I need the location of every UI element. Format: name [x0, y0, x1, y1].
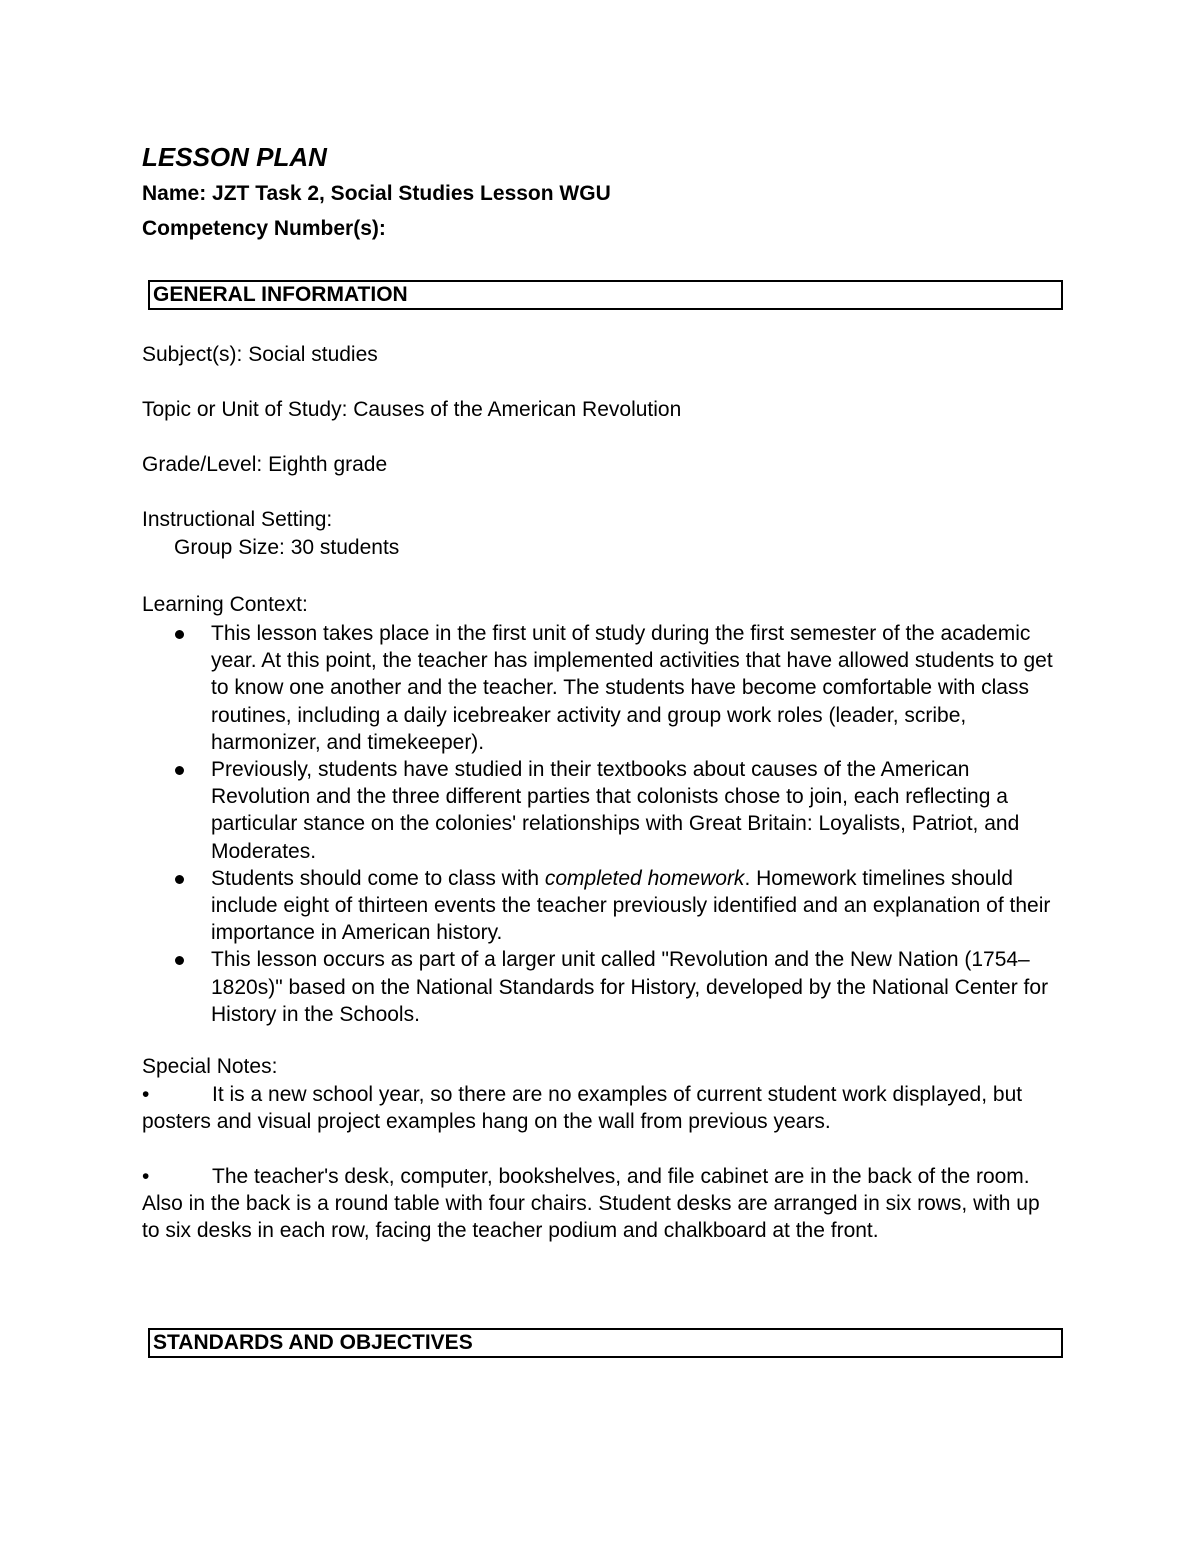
list-item [142, 620, 1062, 756]
emphasis-text: completed homework [544, 866, 745, 890]
document-title: LESSON PLAN [142, 142, 327, 172]
group-size-field: Group Size: 30 students [174, 536, 400, 559]
list-item [142, 865, 1062, 947]
special-note-2 [142, 1163, 1062, 1245]
learning-context-label: Learning Context: [142, 593, 308, 616]
list-item [142, 756, 1062, 865]
bullet-icon [175, 766, 184, 775]
bullet-icon [175, 630, 184, 639]
list-item-text-part: . Homework timelines should include eight of thirteen events the teacher previously identified and an explanation of their importance in American history. [211, 866, 1051, 945]
topic-field: Topic or Unit of Study: Causes of the American Revolution [142, 398, 682, 421]
list-item [142, 946, 1062, 1028]
list-item-text-part: Students should come to class with [211, 866, 545, 890]
bullet-icon [175, 956, 184, 965]
learning-context-list [142, 620, 1062, 1028]
list-item-text: Previously, students have studied in their textbooks about causes of the American Revolution and the three different parties that colonists chose to join, each reflecting a particular stance on the colonies' relationships with Great Britain: Loyalists, Patriot, and Moderates. [211, 758, 1020, 863]
name-line: Name: JZT Task 2, Social Studies Lesson WGU [142, 182, 611, 205]
bullet-icon: • [142, 1165, 150, 1188]
list-item-text: This lesson occurs as part of a larger unit called "Revolution and the New Nation (1754–1820s)" based on the National Standards for History, developed by the National Center for History in the Schools. [211, 948, 1049, 1026]
section-header-general-information: GENERAL INFORMATION [148, 280, 1063, 310]
section-header-standards-and-objectives: STANDARDS AND OBJECTIVES [148, 1328, 1063, 1358]
list-item-text [211, 867, 1050, 944]
grade-level-field: Grade/Level: Eighth grade [142, 453, 388, 476]
special-note-text: It is a new school year, so there are no examples of current student work displayed, but posters and visual project examples hang on the wall from previous years. [142, 1083, 1023, 1134]
special-note-1 [142, 1081, 1062, 1135]
special-note-text: The teacher's desk, computer, bookshelves, and file cabinet are in the back of the room. Also in the back is a round table with four chairs. Student desks are arranged in six rows, with up to six desks in each row, facing the teacher podium and chalkboard at the front. [142, 1165, 1040, 1243]
bullet-icon: • [142, 1083, 150, 1106]
special-notes-label: Special Notes: [142, 1055, 278, 1078]
competency-line: Competency Number(s): [142, 217, 386, 240]
subjects-field: Subject(s): Social studies [142, 343, 378, 366]
instructional-setting-label: Instructional Setting: [142, 508, 333, 531]
list-item-text: This lesson takes place in the first unit of study during the first semester of the academic year. At this point, the teacher has implemented activities that have allowed students to get to know one another and the teacher. The students have become comfortable with class routines, including a daily icebreaker activity and group work roles (leader, scribe, harmonizer, and timekeeper). [211, 622, 1053, 754]
bullet-icon [175, 875, 184, 884]
